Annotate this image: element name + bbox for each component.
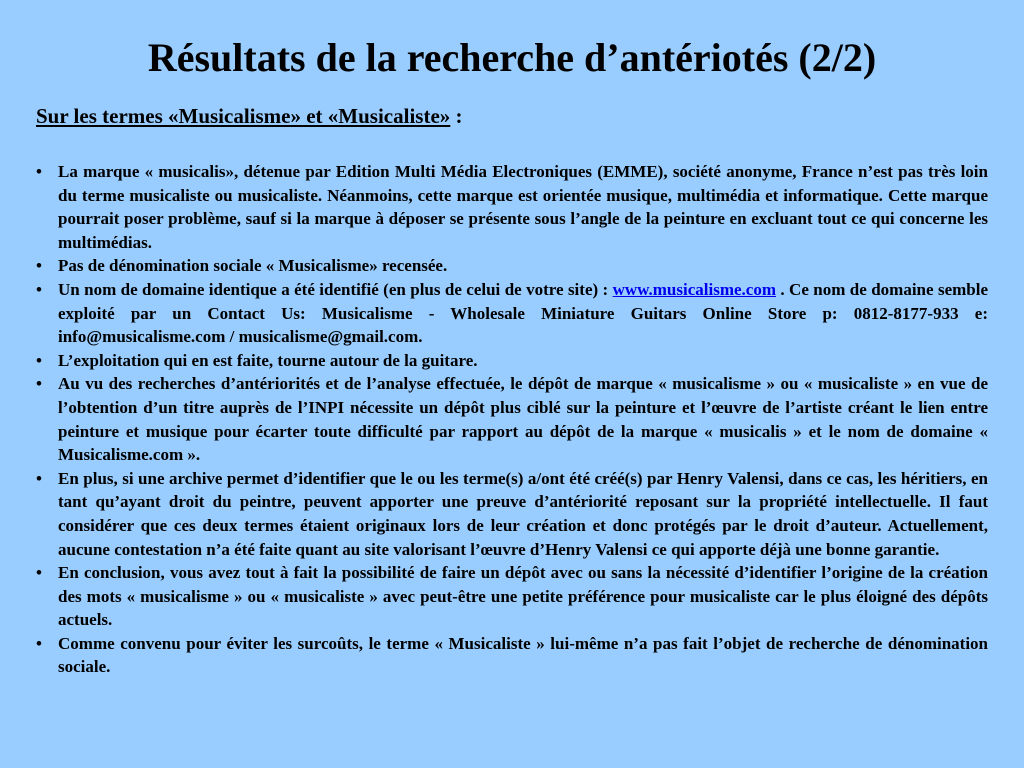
- bullet-item: • La marque « musicalis», détenue par Edition Multi Média Electroniques (EMME), société anonyme, France n’est pas très loin du terme musicaliste ou musicaliste. Néanmoins, cette marque est orientée musique, multimédia et informatique. Cette marque pourrait poser problème, sauf si la marque à déposer se présente sous l’angle de la peinture en excluant tout ce qui concerne les multimédias.: [36, 160, 988, 254]
- section-heading-text: Sur les termes «Musicalisme» et «Musicaliste»: [36, 104, 451, 128]
- bullet-item: • Au vu des recherches d’antériorités et de l’analyse effectuée, le dépôt de marque « musicalisme » ou « musicaliste » en vue de l’obtention d’un titre auprès de l’INPI nécessite un dépôt plus ciblé sur la peinture et l’œuvre de l’artiste créant le lien entre peinture et musique pour écarter toute difficulté par rapport au dépôt de la marque « musicalis » et le nom de domaine « Musicalisme.com ».: [36, 372, 988, 466]
- bullet-item: • En conclusion, vous avez tout à fait la possibilité de faire un dépôt avec ou sans la nécessité d’identifier l’origine de la création des mots « musicalisme » ou « musicaliste » avec peut-être une petite préférence pour musicaliste car le plus éloigné des dépôts actuels.: [36, 561, 988, 632]
- bullet-item: • Comme convenu pour éviter les surcoûts, le terme « Musicaliste » lui-même n’a pas fait l’objet de recherche de dénomination sociale.: [36, 632, 988, 679]
- bullet-text: Un nom de domaine identique a été identifié (en plus de celui de votre site) :: [58, 279, 613, 299]
- domain-link[interactable]: www.musicalisme.com: [612, 279, 776, 299]
- bullet-text: . Ce nom de domaine semble exploité par un Contact Us: Musicalisme - Wholesale Miniature Guitars Online Store p: 0812-8177-933 e: info@musicalisme.com / musicalisme@gmail.com.: [58, 279, 988, 347]
- bullet-item: • L’exploitation qui en est faite, tourne autour de la guitare.: [36, 349, 988, 373]
- slide-title: Résultats de la recherche d’antériotés (2/2): [147, 35, 877, 80]
- bullet-item: • En plus, si une archive permet d’identifier que le ou les terme(s) a/ont été créé(s) par Henry Valensi, dans ce cas, les héritiers, en tant qu’ayant droit du peintre, peuvent apporter une preuve d’antériorité reposant sur la propriété intellectuelle. Il faut considérer que ces deux termes étaient originaux lors de leur création et donc protégés par le droit d’auteur. Actuellement, aucune contestation n’a été faite quant au site valorisant l’œuvre d’Henry Valensi ce qui apporte déjà une bonne garantie.: [36, 467, 988, 561]
- bullet-item: [36, 278, 988, 349]
- bullet-list: [36, 160, 988, 679]
- section-heading-colon: :: [450, 104, 463, 128]
- bullet-item: • Pas de dénomination sociale « Musicalisme» recensée.: [36, 254, 988, 278]
- section-heading: [36, 102, 463, 130]
